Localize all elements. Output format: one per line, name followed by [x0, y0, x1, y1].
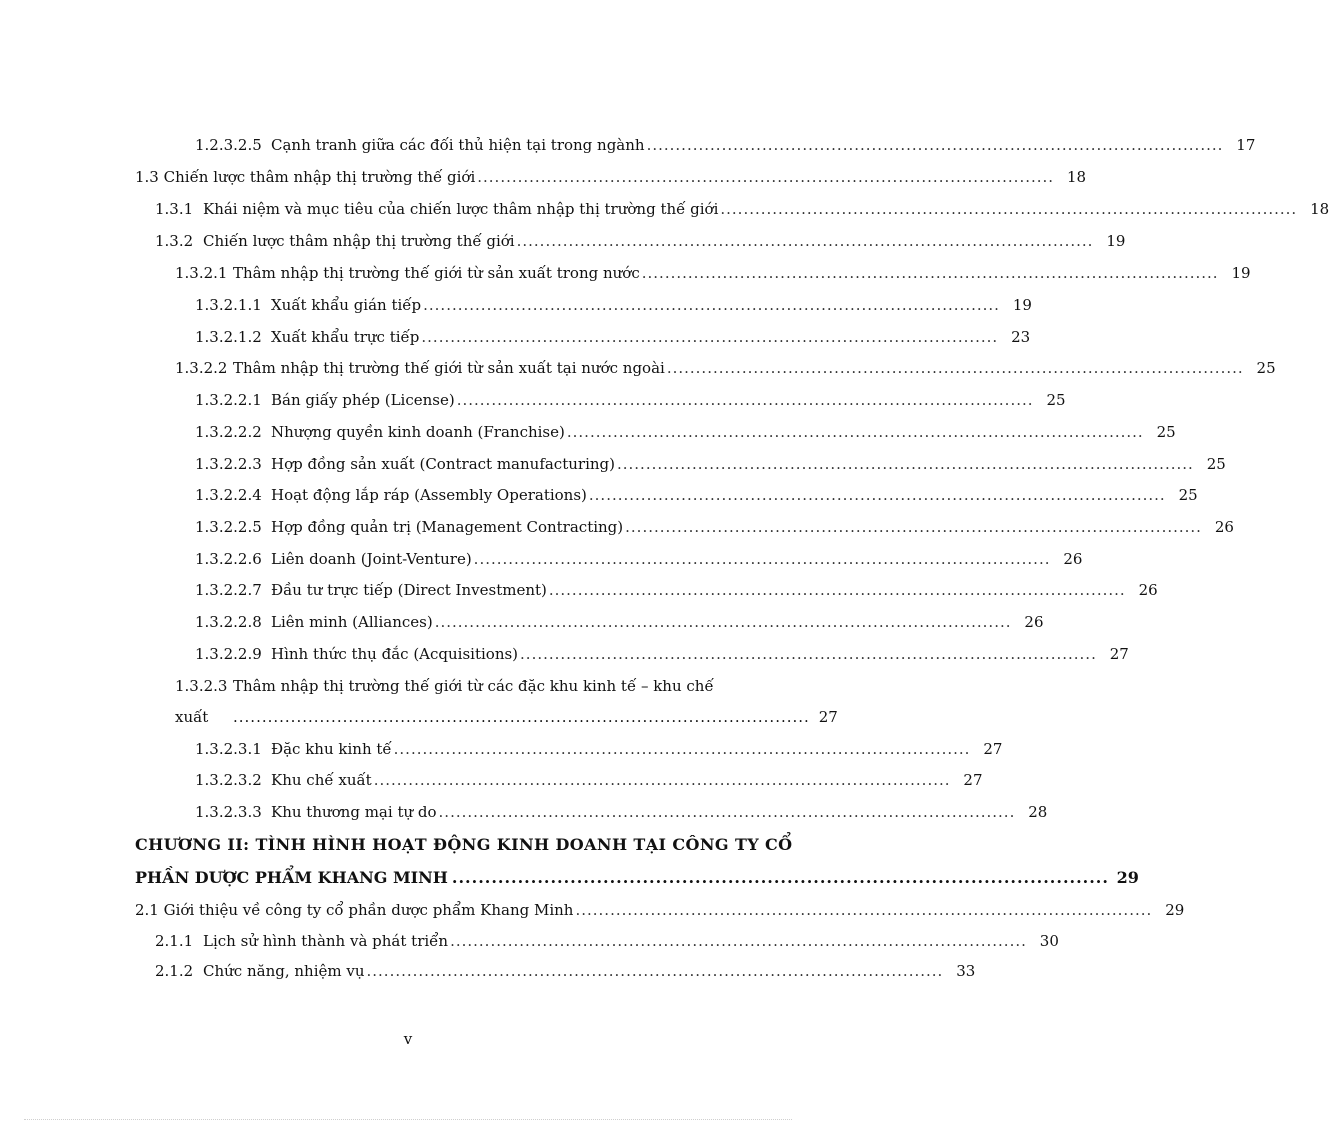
toc-entry-number: 1.3.2.2.5	[195, 518, 262, 536]
dot-leader: ....................................................................................................	[373, 771, 951, 789]
toc-entry-page: 27	[963, 771, 983, 789]
toc-entry-title: Hoạt động lắp ráp (Assembly Operations)	[271, 486, 587, 504]
toc-entry[interactable]	[175, 671, 838, 733]
toc-entry-number: 1.3.2.2.9	[195, 645, 262, 663]
toc-entry[interactable]	[135, 162, 1087, 192]
toc-entry-number: 1.3.2.1.2	[195, 328, 262, 346]
toc-entry-title: Lịch sử hình thành và phát triển	[203, 932, 449, 950]
toc-entry-title: Hình thức thụ đắc (Acquisitions)	[271, 645, 519, 663]
dot-leader: ....................................................................................................	[646, 136, 1224, 154]
toc-entry-number: 1.3.2.2.6	[195, 550, 262, 568]
toc-entry[interactable]	[155, 926, 1059, 956]
toc-entry-number: 1.2.3.2.5	[195, 136, 262, 154]
toc-entry-title: Hợp đồng sản xuất (Contract manufacturing)	[271, 455, 615, 473]
toc-entry-title: Chiến lược thâm nhập thị trường thế giới	[163, 168, 476, 186]
toc-entry-page: 27	[1109, 645, 1129, 663]
toc-entry[interactable]	[195, 322, 1031, 352]
toc-entry-page: 26	[1138, 581, 1158, 599]
toc-entry-page: 27	[983, 740, 1003, 758]
toc-entry-page: 19	[1106, 232, 1126, 250]
toc-entry-title: Đầu tư trực tiếp (Direct Investment)	[271, 581, 547, 599]
toc-entry-number: 1.3.2.1.1	[195, 296, 262, 314]
toc-entry-number: 1.3.2.2.8	[195, 613, 262, 631]
toc-entry-title: Giới thiệu về công ty cổ phần dược phẩm Khang Minh	[163, 901, 574, 919]
toc-entry-title: Xuất khẩu gián tiếp	[271, 296, 422, 314]
toc-entry-number: 1.3.2.3.3	[195, 803, 262, 821]
dot-leader: ....................................................................................................	[450, 932, 1027, 950]
toc-entry-page: 25	[1256, 359, 1276, 377]
toc-entry-page: 19	[1231, 264, 1251, 282]
dot-leader: ....................................................................................................	[625, 518, 1202, 536]
toc-entry-number: 1.3	[135, 168, 159, 186]
toc-entry[interactable]	[195, 290, 1032, 320]
toc-entry-number: 2.1.2	[155, 962, 194, 980]
dot-leader: ....................................................................................................	[393, 740, 971, 758]
toc-entry[interactable]	[195, 480, 1198, 510]
toc-entry-title: Khái niệm và mục tiêu của chiến lược thâm nhập thị trường thế giới	[203, 200, 719, 218]
toc-entry-title: Chức năng, nhiệm vụ	[203, 962, 365, 980]
toc-entry-number: 1.3.2.2.2	[195, 423, 262, 441]
toc-entry[interactable]	[195, 797, 1048, 827]
toc-entry-page: 25	[1178, 486, 1198, 504]
toc-entry[interactable]	[195, 544, 1083, 574]
toc-chapter-entry[interactable]	[135, 829, 1139, 893]
dot-leader: ....................................................................................................	[421, 328, 999, 346]
dot-leader: ....................................................................................................	[434, 613, 1012, 631]
toc-entry-page: 33	[956, 962, 976, 980]
toc-entry-page: 23	[1011, 328, 1031, 346]
dot-leader: ....................................................................................................	[575, 901, 1153, 919]
toc-entry-title: Nhượng quyền kinh doanh (Franchise)	[271, 423, 565, 441]
toc-entry-title: Cạnh tranh giữa các đối thủ hiện tại trong ngành	[271, 136, 645, 154]
toc-entry-page: 25	[1046, 391, 1066, 409]
toc-entry[interactable]	[135, 895, 1185, 925]
toc-entry-number: 1.3.2.1	[175, 264, 228, 282]
dot-leader: ....................................................................................................	[566, 423, 1144, 441]
toc-entry-page: 17	[1236, 136, 1256, 154]
page-bottom-divider	[24, 1119, 792, 1120]
dot-leader: ....................................................................................................	[666, 359, 1244, 377]
dot-leader: ....................................................................................................	[438, 803, 1016, 821]
toc-entry-title: Chiến lược thâm nhập thị trường thế giới	[203, 232, 515, 250]
toc-entry-number: 1.3.2.2.7	[195, 581, 262, 599]
dot-leader: ....................................................................................................	[423, 296, 1000, 314]
toc-entry[interactable]	[195, 575, 1158, 605]
toc-entry-page: 26	[1063, 550, 1083, 568]
toc-entry[interactable]	[195, 512, 1234, 542]
toc-entry-title: Thâm nhập thị trường thế giới từ sản xuất tại nước ngoài	[233, 359, 665, 377]
dot-leader: ....................................................................................................	[456, 391, 1034, 409]
chapter-title-line2: PHẦN DƯỢC PHẨM KHANG MINH	[135, 867, 448, 887]
toc-entry[interactable]	[155, 194, 1329, 224]
toc-entry[interactable]	[195, 607, 1044, 637]
dot-leader: ....................................................................................................	[641, 264, 1219, 282]
toc-entry-page: 26	[1024, 613, 1044, 631]
toc-entry[interactable]	[175, 353, 1276, 383]
toc-entry-page: 29	[1116, 867, 1139, 887]
toc-entry-title-continued: xuất	[175, 708, 209, 726]
dot-leader: ....................................................................................................	[473, 550, 1051, 568]
dot-leader: ....................................................................................................	[366, 962, 944, 980]
toc-entry-title: Liên minh (Alliances)	[271, 613, 433, 631]
toc-entry-page: 29	[1165, 901, 1185, 919]
dot-leader: ....................................................................................................	[516, 232, 1094, 250]
toc-entry-page: 19	[1012, 296, 1032, 314]
toc-entry[interactable]	[195, 639, 1129, 669]
toc-entry-page: 28	[1028, 803, 1048, 821]
toc-entry-number: 1.3.2	[155, 232, 194, 250]
toc-entry-number: 1.3.2.2	[175, 359, 228, 377]
toc-entry[interactable]	[195, 765, 983, 795]
toc-entry-title: Thâm nhập thị trường thế giới từ sản xuất trong nước	[233, 264, 640, 282]
toc-entry[interactable]	[155, 226, 1126, 256]
dot-leader: ....................................................................................................	[233, 708, 810, 726]
toc-entry-page: 27	[818, 708, 838, 726]
toc-entry-number: 1.3.2.2.1	[195, 391, 262, 409]
toc-entry-title: Khu chế xuất	[271, 771, 372, 789]
toc-entry-title: Hợp đồng quản trị (Management Contracting)	[271, 518, 624, 536]
toc-entry-title: Bán giấy phép (License)	[271, 391, 455, 409]
dot-leader: ....................................................................................................	[520, 645, 1097, 663]
toc-entry[interactable]	[155, 956, 976, 986]
dot-leader: ....................................................................................................	[477, 168, 1055, 186]
toc-entry-title: Thâm nhập thị trường thế giới từ các đặc khu kinh tế – khu chế	[233, 677, 714, 695]
toc-entry-title: Xuất khẩu trực tiếp	[271, 328, 420, 346]
dot-leader: ....................................................................................................	[616, 455, 1194, 473]
dot-leader: ....................................................................................................	[720, 200, 1298, 218]
toc-entry[interactable]	[195, 449, 1226, 479]
toc-entry-title: Đặc khu kinh tế	[271, 740, 392, 758]
dot-leader: ....................................................................................................	[588, 486, 1166, 504]
toc-entry-number: 2.1	[135, 901, 159, 919]
toc-entry-title: Liên doanh (Joint-Venture)	[271, 550, 472, 568]
toc-entry[interactable]	[195, 130, 1256, 160]
toc-entry-number: 2.1.1	[155, 932, 194, 950]
toc-entry-page: 26	[1214, 518, 1234, 536]
toc-entry-page: 18	[1310, 200, 1329, 218]
toc-entry-page: 25	[1206, 455, 1226, 473]
toc-entry-page: 18	[1066, 168, 1087, 186]
toc-entry-title: Khu thương mại tự do	[271, 803, 437, 821]
toc-entry-number: 1.3.2.3.2	[195, 771, 262, 789]
toc-entry[interactable]	[195, 734, 1003, 764]
toc-entry[interactable]	[195, 385, 1066, 415]
page-number: v	[403, 1030, 413, 1048]
toc-entry-number: 1.3.2.3	[175, 677, 228, 695]
dot-leader: ....................................................................................................	[451, 867, 1109, 887]
toc-entry-page: 30	[1039, 932, 1059, 950]
toc-entry[interactable]	[175, 258, 1251, 288]
toc-entry-number: 1.3.2.3.1	[195, 740, 262, 758]
toc-entry-number: 1.3.2.2.4	[195, 486, 262, 504]
toc-entry-number: 1.3.2.2.3	[195, 455, 262, 473]
dot-leader: ....................................................................................................	[548, 581, 1126, 599]
toc-entry-number: 1.3.1	[155, 200, 194, 218]
toc-entry-page: 25	[1156, 423, 1176, 441]
chapter-title-line1: CHƯƠNG II: TÌNH HÌNH HOẠT ĐỘNG KINH DOANH TẠI CÔNG TY CỔ	[135, 834, 793, 854]
toc-entry[interactable]	[195, 417, 1176, 447]
